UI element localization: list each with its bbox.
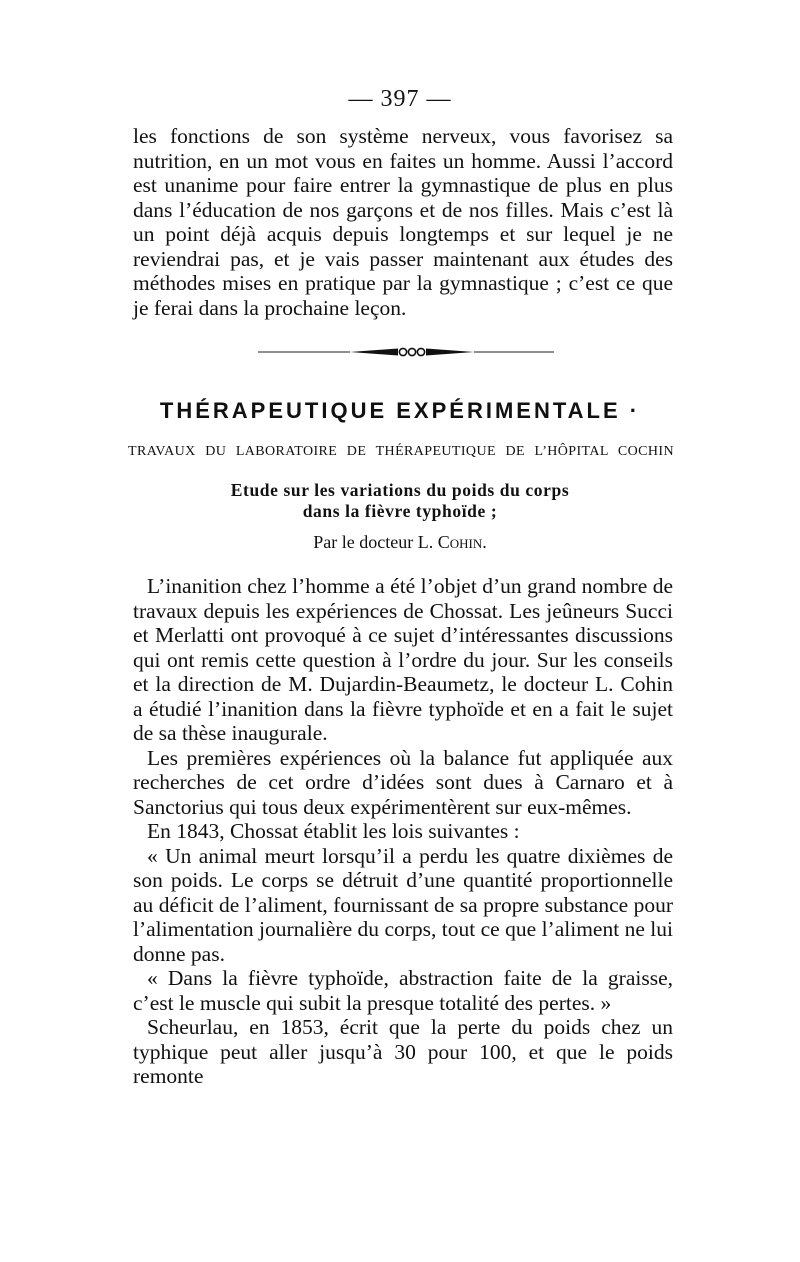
body-paragraph: L’inanition chez l’homme a été l’objet d’un grand nombre de travaux depuis les expériences de Chossat. Les jeûneurs Succi et Merlatti ont provoqué à ce sujet d’intéressantes discussions qui ont remis cette question à l’ordre du jour. Sur les conseils et la direction de M. Dujardin-Beaumetz, le docteur L. Cohin a étudié l’inanition dans la fièvre typhoïde et en a fait le sujet de sa thèse inaugurale. [133,574,673,745]
body-paragraph: En 1843, Chossat établit les lois suivantes : [147,819,520,843]
author-name: Cohin [437,532,483,552]
page-number: — 397 — [348,86,452,112]
body-paragraph: « Un animal meurt lorsqu’il a perdu les quatre dixièmes de son poids. Le corps se détruit d’une quantité proportionnelle au déficit de l’aliment, fournissant de sa propre substance pour l’alimentation journalière du corps, tout ce que l’aliment ne lui donne pas. [133,843,673,966]
body-paragraph: Les premières expériences où la balance fut appliquée aux recherches de cet ordre d’idées sont dues à Carnaro et à Sanctorius qui tous deux expérimentèrent sur eux-mêmes. [133,745,673,819]
body-paragraph: « Dans la fièvre typhoïde, abstraction faite de la graisse, c’est le muscle qui subit la presque totalité des pertes. » [133,966,673,1015]
study-title [0,480,800,522]
intro-paragraph: les fonctions de son système nerveux, vous favorisez sa nutrition, en un mot vous en faites un homme. Aussi l’accord est unanime pour faire entrer la gymnastique de plus en plus dans l’éducation de nos garçons et de nos filles. Mais c’est là un point déjà acquis depuis longtemps et sur lequel je ne reviendrai pas, et je vais passer maintenant aux études des méthodes mises en pratique par la gymnastique ; c’est ce que je ferai dans la prochaine leçon. [133,124,673,320]
author-byline [0,532,800,553]
intro-text-block [133,124,673,320]
study-title-line-1: Etude sur les variations du poids du corps [230,480,570,500]
body-paragraph: Scheurlau, en 1853, écrit que la perte du poids chez un typhique peut aller jusqu’à 30 pour 100, et que le poids remonte [133,1015,673,1088]
section-title: THÉRAPEUTIQUE EXPÉRIMENTALE · [159,398,641,423]
laboratory-heading: TRAVAUX DU LABORATOIRE DE THÉRAPEUTIQUE DE L’HÔPITAL COCHIN [128,444,674,459]
byline-prefix: Par le docteur L. [313,532,438,552]
byline-suffix: . [482,532,487,552]
study-title-line-2: dans la fièvre typhoïde ; [302,501,498,521]
article-body [133,574,673,1089]
section-divider-ornament [258,340,554,364]
